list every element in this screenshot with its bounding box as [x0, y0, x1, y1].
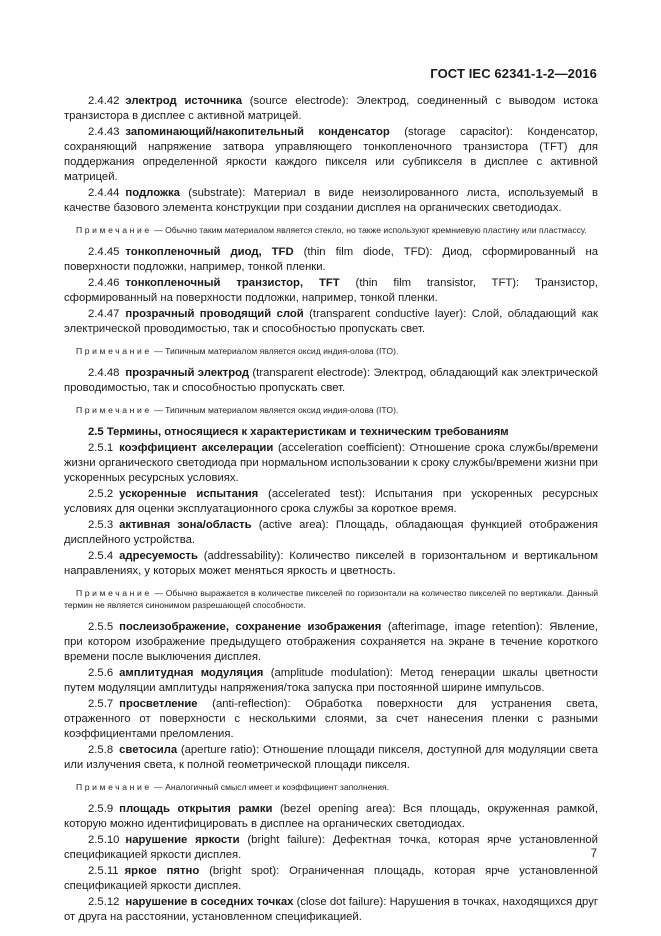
- term-number: 2.4.45: [88, 246, 120, 258]
- term-entry: [64, 186, 598, 216]
- note-label: Примечание: [76, 782, 152, 792]
- term-entry: [64, 895, 598, 925]
- term-definition: (bezel opening area): Вся площадь, окруженная рамкой, которую можно идентифицировать в дисплее на органических светодиодах.: [64, 803, 598, 830]
- note: [64, 224, 598, 236]
- term-entry: [64, 366, 598, 396]
- term-number: 2.5.5: [88, 621, 114, 633]
- term-entry: [64, 518, 598, 548]
- note-label: Примечание: [76, 405, 152, 415]
- note-label: Примечание: [76, 588, 152, 598]
- note: [64, 345, 598, 357]
- term-entry: [64, 307, 598, 337]
- term-name: адресуемость: [119, 550, 198, 562]
- term-definition: (transparent conductive layer): Слой, обладающий как электрической проводимостью, так и способностью пропускать свет.: [64, 308, 598, 335]
- term-name: запоминающий/накопительный конденсатор: [125, 126, 390, 138]
- term-definition: (transparent electrode): Электрод, обладающий как электрической проводимостью, так и способностью пропускать свет.: [64, 367, 598, 394]
- term-entry: [64, 666, 598, 696]
- term-number: 2.4.47: [88, 308, 120, 320]
- term-number: 2.5.10: [88, 834, 120, 846]
- term-entry: [64, 802, 598, 832]
- document-body: [64, 94, 598, 926]
- note-text: — Аналогичный смысл имеет и коэффициент заполнения.: [151, 782, 389, 792]
- note: [64, 404, 598, 416]
- term-number: 2.5.2: [88, 488, 114, 500]
- note-text: — Типичным материалом является оксид индия-олова (ITO).: [151, 346, 399, 356]
- section-heading: 2.5 Термины, относящиеся к характеристикам и техническим требованиям: [88, 426, 509, 438]
- term-definition: (anti-reflection): Обработка поверхности для устранения света, отраженного от поверхности с несколькими слоями, за счет нанесения пленки с разными коэффициентами преломления.: [64, 698, 598, 740]
- term-definition: (close dot failure): Нарушения в точках, находящихся друг от друга на расстоянии, установленном спецификацией.: [64, 896, 598, 923]
- term-definition: (substrate): Материал в виде неизолированного листа, используемый в качестве базового элемента конструкции при создании дисплея на органических светодиодах.: [64, 187, 598, 214]
- term-number: 2.5.11: [88, 865, 119, 877]
- term-name: подложка: [125, 187, 180, 199]
- term-definition: (bright failure): Дефектная точка, которая ярче установленной спецификацией яркости дисплея.: [64, 834, 598, 861]
- term-name: просветление: [119, 698, 198, 710]
- term-definition: (amplitude modulation): Метод генерации шкалы цветности путем модуляции амплитуды напряжения/тока запуска при постоянной ширине импульсов.: [64, 667, 598, 694]
- term-entry: [64, 276, 598, 306]
- term-entry: [64, 245, 598, 275]
- term-name: светосила: [119, 744, 178, 756]
- term-name: коэффициент акселерации: [119, 442, 274, 454]
- term-number: 2.5.12: [88, 896, 120, 908]
- term-definition: (accelerated test): Испытания при ускоренных ресурсных условиях для оценки эксплуатационного срока службы за короткое время.: [64, 488, 599, 515]
- term-entry: [64, 864, 598, 894]
- term-definition: (aperture ratio): Отношение площади пикселя, доступной для модуляции света или излучения света, к полной геометрической площади пикселя.: [64, 744, 598, 771]
- term-name: послеизображение, сохранение изображения: [119, 621, 382, 633]
- term-definition: (acceleration coefficient): Отношение срока службы/времени жизни органического светодиода при нормальном использовании к сроку службы/времени жизни при ускоренных ресурсных условиях.: [64, 442, 599, 484]
- term-name: прозрачный проводящий слой: [125, 308, 304, 320]
- document-header: ГОСТ IEC 62341-1-2—2016: [430, 66, 597, 81]
- term-name: тонкопленочный транзистор, TFT: [125, 277, 340, 289]
- term-entry: [64, 94, 598, 124]
- term-number: 2.5.8: [88, 744, 114, 756]
- term-name: нарушение в соседних точках: [125, 896, 294, 908]
- term-definition: (storage capacitor): Конденсатор, сохраняющий напряжение затвора управляющего тонкопленочного транзистора (TFT) для поддержания определенной яркости каждого пикселя или субпикселя в дисплее с активной матрицей.: [64, 126, 599, 183]
- term-number: 2.5.6: [88, 667, 114, 679]
- note-text: — Обычно таким материалом является стекло, но также используют кремниевую пластину или пластмассу.: [151, 225, 587, 235]
- term-definition: (thin film transistor, TFT): Транзистор, сформированный на поверхности подложки, например, тонкой пленки.: [64, 277, 598, 304]
- term-entry: [64, 487, 598, 517]
- note-text: — Типичным материалом является оксид индия-олова (ITO).: [151, 405, 399, 415]
- term-name: площадь открытия рамки: [119, 803, 273, 815]
- term-name: нарушение яркости: [125, 834, 240, 846]
- term-entry: [64, 833, 598, 863]
- term-definition: (active area): Площадь, обладающая функцией отображения дисплейного устройства.: [64, 519, 598, 546]
- term-entry: [64, 441, 598, 486]
- term-entry: [64, 620, 598, 665]
- term-name: ускоренные испытания: [119, 488, 259, 500]
- note: [64, 781, 598, 793]
- term-number: 2.4.48: [88, 367, 120, 379]
- term-number: 2.4.42: [88, 95, 120, 107]
- term-entry: [64, 549, 598, 579]
- term-name: электрод источника: [125, 95, 242, 107]
- note-text: — Обычно выражается в количестве пикселей по горизонтали на количество пикселей по вертикали. Данный термин не является синонимом разрешающей способности.: [64, 588, 598, 610]
- term-entry: [64, 125, 598, 185]
- term-definition: (bright spot): Ограниченная площадь, которая ярче установленной спецификацией яркости дисплея.: [64, 865, 598, 892]
- term-name: тонкопленочный диод, TFD: [125, 246, 294, 258]
- term-entry: [64, 697, 598, 742]
- note-label: Примечание: [76, 225, 152, 235]
- term-definition: (addressability): Количество пикселей в горизонтальном и вертикальном направлениях, у которых может меняться яркость и цветность.: [64, 550, 598, 577]
- term-definition: (source electrode): Электрод, соединенный с выводом истока транзистора в дисплее с активной матрицей.: [64, 95, 598, 122]
- term-definition: (afterimage, image retention): Явление, при котором изображение предыдущего отображения сохраняется на экране в течение короткого времени после выключения дисплея.: [64, 621, 598, 663]
- term-number: 2.4.43: [88, 126, 120, 138]
- term-name: активная зона/область: [119, 519, 252, 531]
- note-label: Примечание: [76, 346, 152, 356]
- term-number: 2.5.7: [88, 698, 114, 710]
- term-number: 2.4.44: [88, 187, 120, 199]
- term-number: 2.4.46: [88, 277, 120, 289]
- term-definition: (thin film diode, TFD): Диод, сформированный на поверхности подложки, например, тонкой пленки.: [64, 246, 598, 273]
- note: [64, 587, 598, 611]
- term-entry: [64, 743, 598, 773]
- term-number: 2.5.9: [88, 803, 114, 815]
- term-name: амплитудная модуляция: [119, 667, 264, 679]
- term-number: 2.5.4: [88, 550, 114, 562]
- term-number: 2.5.3: [88, 519, 114, 531]
- page-number: 7: [590, 848, 597, 860]
- term-name: яркое пятно: [124, 865, 200, 877]
- term-name: прозрачный электрод: [125, 367, 250, 379]
- term-number: 2.5.1: [88, 442, 114, 454]
